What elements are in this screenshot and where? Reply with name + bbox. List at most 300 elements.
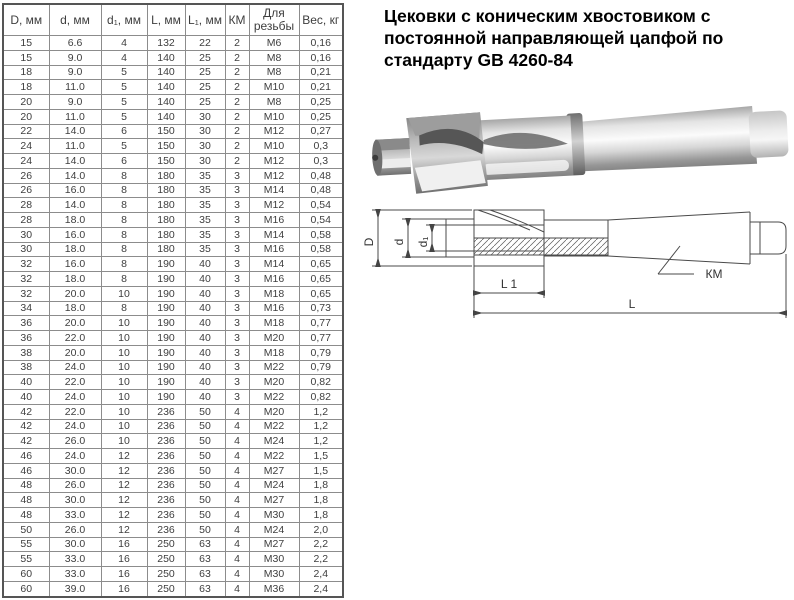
header-row — [3, 4, 343, 36]
table-cell: М10 — [249, 109, 299, 124]
spec-table — [2, 3, 344, 598]
table-cell: 10 — [101, 390, 147, 405]
table-row — [3, 242, 343, 257]
table-cell: 4 — [225, 419, 249, 434]
column-header: d₁, мм — [101, 4, 147, 36]
table-cell: 1,2 — [299, 434, 343, 449]
table-row — [3, 522, 343, 537]
table-cell: 38 — [3, 345, 49, 360]
table-cell: 3 — [225, 390, 249, 405]
table-cell: 0,16 — [299, 50, 343, 65]
table-cell: 2,4 — [299, 567, 343, 582]
table-cell: 30 — [185, 109, 225, 124]
table-cell: М14 — [249, 227, 299, 242]
table-cell: 9.0 — [49, 95, 101, 110]
table-cell: 3 — [225, 272, 249, 287]
table-cell: 190 — [147, 301, 185, 316]
table-cell: М24 — [249, 522, 299, 537]
table-row — [3, 390, 343, 405]
table-cell: 1,2 — [299, 419, 343, 434]
table-cell: 18 — [3, 65, 49, 80]
table-row — [3, 154, 343, 169]
table-cell: 8 — [101, 257, 147, 272]
table-cell: 0,54 — [299, 198, 343, 213]
table-cell: 16 — [101, 567, 147, 582]
table-cell: 26.0 — [49, 434, 101, 449]
table-cell: М27 — [249, 463, 299, 478]
table-cell: 14.0 — [49, 198, 101, 213]
table-cell: М30 — [249, 552, 299, 567]
table-cell: 180 — [147, 183, 185, 198]
table-cell: 30 — [185, 139, 225, 154]
table-cell: 46 — [3, 463, 49, 478]
table-cell: 4 — [225, 508, 249, 523]
table-cell: М10 — [249, 139, 299, 154]
column-header: d, мм — [49, 4, 101, 36]
table-cell: М8 — [249, 95, 299, 110]
table-cell: 10 — [101, 360, 147, 375]
table-cell: 32 — [3, 286, 49, 301]
table-cell: 22 — [3, 124, 49, 139]
table-cell: М10 — [249, 80, 299, 95]
table-cell: 190 — [147, 272, 185, 287]
table-cell: 15 — [3, 50, 49, 65]
table-cell: 236 — [147, 404, 185, 419]
table-cell: 190 — [147, 257, 185, 272]
table-cell: М20 — [249, 404, 299, 419]
table-cell: 50 — [185, 404, 225, 419]
table-cell: 40 — [185, 272, 225, 287]
table-cell: 48 — [3, 508, 49, 523]
table-cell: М8 — [249, 50, 299, 65]
table-cell: 5 — [101, 139, 147, 154]
table-cell: 12 — [101, 449, 147, 464]
table-cell: 3 — [225, 360, 249, 375]
table-cell: 38 — [3, 360, 49, 375]
table-cell: 5 — [101, 80, 147, 95]
table-cell: 4 — [225, 478, 249, 493]
table-cell: 40 — [185, 257, 225, 272]
dim-label-L: L — [628, 297, 636, 311]
table-cell: 6.6 — [49, 36, 101, 51]
table-cell: М22 — [249, 419, 299, 434]
table-cell: 24.0 — [49, 419, 101, 434]
table-cell: 30 — [3, 242, 49, 257]
table-cell: 190 — [147, 345, 185, 360]
table-cell: 0,77 — [299, 331, 343, 346]
table-row — [3, 419, 343, 434]
column-header: Вес, кг — [299, 4, 343, 36]
table-cell: 50 — [185, 434, 225, 449]
table-row — [3, 227, 343, 242]
table-cell: М14 — [249, 257, 299, 272]
table-cell: 236 — [147, 463, 185, 478]
table-cell: 10 — [101, 434, 147, 449]
table-cell: 24.0 — [49, 449, 101, 464]
table-cell: 18 — [3, 80, 49, 95]
table-cell: 4 — [225, 463, 249, 478]
table-cell: 250 — [147, 537, 185, 552]
table-cell: 22 — [185, 36, 225, 51]
table-cell: 236 — [147, 434, 185, 449]
table-cell: М18 — [249, 345, 299, 360]
table-cell: 140 — [147, 95, 185, 110]
table-cell: 40 — [185, 390, 225, 405]
table-cell: 50 — [185, 508, 225, 523]
table-row — [3, 331, 343, 346]
table-cell: 50 — [3, 522, 49, 537]
table-cell: 10 — [101, 331, 147, 346]
table-cell: М22 — [249, 360, 299, 375]
table-row — [3, 537, 343, 552]
table-row — [3, 213, 343, 228]
table-cell: 180 — [147, 242, 185, 257]
table-cell: 35 — [185, 198, 225, 213]
table-cell: 30.0 — [49, 537, 101, 552]
table-cell: 22.0 — [49, 331, 101, 346]
table-cell: 24.0 — [49, 360, 101, 375]
table-cell: 12 — [101, 522, 147, 537]
table-cell: 140 — [147, 109, 185, 124]
table-cell: 30.0 — [49, 493, 101, 508]
table-cell: 2 — [225, 95, 249, 110]
table-cell: М30 — [249, 508, 299, 523]
table-cell: 3 — [225, 316, 249, 331]
table-cell: 9.0 — [49, 50, 101, 65]
table-cell: 6 — [101, 154, 147, 169]
table-cell: 180 — [147, 213, 185, 228]
table-row — [3, 508, 343, 523]
table-cell: 4 — [225, 434, 249, 449]
table-cell: 26.0 — [49, 522, 101, 537]
table-cell: 3 — [225, 331, 249, 346]
table-cell: 20.0 — [49, 316, 101, 331]
table-cell: 150 — [147, 139, 185, 154]
column-header: L₁, мм — [185, 4, 225, 36]
table-cell: 30 — [185, 124, 225, 139]
table-cell: 60 — [3, 581, 49, 597]
table-cell: 20.0 — [49, 345, 101, 360]
table-cell: 190 — [147, 286, 185, 301]
table-cell: 18.0 — [49, 242, 101, 257]
table-cell: М22 — [249, 449, 299, 464]
table-row — [3, 301, 343, 316]
table-cell: 35 — [185, 183, 225, 198]
table-row — [3, 567, 343, 582]
table-cell: 22.0 — [49, 375, 101, 390]
table-cell: 180 — [147, 198, 185, 213]
table-cell: 42 — [3, 419, 49, 434]
table-cell: М24 — [249, 434, 299, 449]
table-cell: 16.0 — [49, 257, 101, 272]
table-cell: 26 — [3, 183, 49, 198]
technical-drawing — [362, 198, 794, 338]
table-cell: 8 — [101, 198, 147, 213]
table-cell: 40 — [185, 375, 225, 390]
table-cell: 2,4 — [299, 581, 343, 597]
table-row — [3, 95, 343, 110]
table-cell: 25 — [185, 50, 225, 65]
table-cell: 4 — [225, 449, 249, 464]
table-cell: 190 — [147, 316, 185, 331]
table-cell: 30 — [185, 154, 225, 169]
table-cell: 14.0 — [49, 124, 101, 139]
table-row — [3, 404, 343, 419]
table-cell: 36 — [3, 331, 49, 346]
column-header: D, мм — [3, 4, 49, 36]
table-cell: 26 — [3, 168, 49, 183]
table-cell: 34 — [3, 301, 49, 316]
table-cell: 190 — [147, 360, 185, 375]
table-cell: 8 — [101, 301, 147, 316]
table-cell: 48 — [3, 493, 49, 508]
table-cell: 24.0 — [49, 390, 101, 405]
table-cell: 24 — [3, 139, 49, 154]
table-cell: М16 — [249, 272, 299, 287]
table-cell: М20 — [249, 331, 299, 346]
table-cell: 3 — [225, 257, 249, 272]
table-cell: 48 — [3, 478, 49, 493]
table-cell: 10 — [101, 404, 147, 419]
table-cell: М16 — [249, 213, 299, 228]
table-cell: 50 — [185, 522, 225, 537]
table-cell: 3 — [225, 345, 249, 360]
table-cell: 46 — [3, 449, 49, 464]
table-cell: 2 — [225, 139, 249, 154]
table-row — [3, 345, 343, 360]
table-cell: 10 — [101, 375, 147, 390]
table-cell: М12 — [249, 124, 299, 139]
table-cell: 25 — [185, 80, 225, 95]
table-cell: 63 — [185, 581, 225, 597]
table-cell: 250 — [147, 552, 185, 567]
table-cell: 35 — [185, 242, 225, 257]
table-row — [3, 124, 343, 139]
table-row — [3, 65, 343, 80]
table-cell: 14.0 — [49, 154, 101, 169]
table-cell: 0,79 — [299, 360, 343, 375]
table-cell: 140 — [147, 50, 185, 65]
column-header: L, мм — [147, 4, 185, 36]
table-cell: М6 — [249, 36, 299, 51]
table-cell: М18 — [249, 286, 299, 301]
table-cell: 3 — [225, 168, 249, 183]
table-cell: 8 — [101, 272, 147, 287]
table-row — [3, 434, 343, 449]
table-cell: 190 — [147, 390, 185, 405]
spec-table-container — [2, 3, 344, 598]
table-cell: 36 — [3, 316, 49, 331]
table-cell: 2,0 — [299, 522, 343, 537]
table-row — [3, 360, 343, 375]
table-cell: 50 — [185, 419, 225, 434]
table-cell: 10 — [101, 316, 147, 331]
table-cell: 0,48 — [299, 183, 343, 198]
table-cell: 11.0 — [49, 109, 101, 124]
table-cell: 180 — [147, 168, 185, 183]
table-row — [3, 286, 343, 301]
table-cell: 50 — [185, 449, 225, 464]
table-cell: 35 — [185, 227, 225, 242]
table-row — [3, 36, 343, 51]
table-cell: 1,5 — [299, 449, 343, 464]
table-cell: 12 — [101, 508, 147, 523]
table-cell: 18.0 — [49, 301, 101, 316]
table-cell: 250 — [147, 567, 185, 582]
table-row — [3, 375, 343, 390]
table-cell: 12 — [101, 478, 147, 493]
table-cell: 20 — [3, 109, 49, 124]
table-cell: М14 — [249, 183, 299, 198]
table-cell: 132 — [147, 36, 185, 51]
table-cell: 0,48 — [299, 168, 343, 183]
table-cell: 39.0 — [49, 581, 101, 597]
table-cell: 4 — [225, 552, 249, 567]
table-cell: М8 — [249, 65, 299, 80]
table-cell: М18 — [249, 316, 299, 331]
table-cell: М12 — [249, 168, 299, 183]
table-cell: 33.0 — [49, 508, 101, 523]
table-row — [3, 80, 343, 95]
table-header — [3, 4, 343, 36]
tool-photo-image — [362, 86, 794, 202]
table-cell: 236 — [147, 493, 185, 508]
table-cell: М16 — [249, 242, 299, 257]
table-cell: 40 — [185, 301, 225, 316]
table-cell: 28 — [3, 198, 49, 213]
table-cell: 16 — [101, 581, 147, 597]
table-cell: 12 — [101, 493, 147, 508]
dim-label-L1: L 1 — [500, 277, 518, 291]
table-cell: 0,82 — [299, 390, 343, 405]
table-cell: 11.0 — [49, 139, 101, 154]
table-cell: 3 — [225, 242, 249, 257]
table-cell: 2 — [225, 65, 249, 80]
table-cell: 28 — [3, 213, 49, 228]
table-cell: 22.0 — [49, 404, 101, 419]
dim-label-d1: d₁ — [416, 236, 430, 248]
page-title: Цековки с коническим хвостовиком с постоянной направляющей цапфой по стандарту GB 4260-84 — [384, 6, 724, 70]
table-cell: 11.0 — [49, 80, 101, 95]
table-cell: 24 — [3, 154, 49, 169]
table-cell: 40 — [185, 345, 225, 360]
table-cell: 236 — [147, 419, 185, 434]
table-cell: 250 — [147, 581, 185, 597]
table-cell: 16.0 — [49, 183, 101, 198]
table-cell: 40 — [3, 375, 49, 390]
table-cell: 30.0 — [49, 463, 101, 478]
table-cell: 4 — [225, 537, 249, 552]
table-cell: 2,2 — [299, 552, 343, 567]
table-cell: 8 — [101, 183, 147, 198]
table-cell: 4 — [101, 36, 147, 51]
table-cell: 1,2 — [299, 404, 343, 419]
table-cell: 0,65 — [299, 286, 343, 301]
table-cell: 50 — [185, 493, 225, 508]
table-cell: 20 — [3, 95, 49, 110]
table-cell: 0,82 — [299, 375, 343, 390]
table-row — [3, 552, 343, 567]
table-cell: 6 — [101, 124, 147, 139]
table-cell: 50 — [185, 463, 225, 478]
table-cell: 63 — [185, 567, 225, 582]
table-row — [3, 168, 343, 183]
table-cell: 0,27 — [299, 124, 343, 139]
table-cell: 2 — [225, 154, 249, 169]
table-cell: 42 — [3, 404, 49, 419]
table-cell: 4 — [101, 50, 147, 65]
table-cell: 140 — [147, 65, 185, 80]
table-cell: 40 — [185, 360, 225, 375]
table-cell: 30 — [3, 227, 49, 242]
table-body — [3, 36, 343, 598]
table-cell: 10 — [101, 286, 147, 301]
table-cell: 42 — [3, 434, 49, 449]
table-cell: 40 — [185, 286, 225, 301]
table-cell: М36 — [249, 581, 299, 597]
table-cell: 1,8 — [299, 493, 343, 508]
table-cell: 236 — [147, 508, 185, 523]
table-cell: 0,77 — [299, 316, 343, 331]
table-cell: 2 — [225, 80, 249, 95]
table-cell: 140 — [147, 80, 185, 95]
table-cell: 4 — [225, 522, 249, 537]
column-header: Для резьбы — [249, 4, 299, 36]
table-cell: 2 — [225, 124, 249, 139]
table-cell: 25 — [185, 65, 225, 80]
table-cell: 5 — [101, 65, 147, 80]
table-cell: 3 — [225, 301, 249, 316]
table-cell: 8 — [101, 227, 147, 242]
table-cell: 0,65 — [299, 272, 343, 287]
table-cell: М12 — [249, 198, 299, 213]
table-row — [3, 272, 343, 287]
table-cell: 40 — [3, 390, 49, 405]
table-cell: 10 — [101, 345, 147, 360]
table-cell: 0,3 — [299, 154, 343, 169]
table-cell: 4 — [225, 493, 249, 508]
table-row — [3, 478, 343, 493]
table-row — [3, 109, 343, 124]
table-cell: 0,21 — [299, 65, 343, 80]
table-cell: М16 — [249, 301, 299, 316]
table-cell: 150 — [147, 124, 185, 139]
table-cell: 4 — [225, 567, 249, 582]
table-cell: 5 — [101, 109, 147, 124]
dim-label-d: d — [392, 238, 406, 246]
table-row — [3, 449, 343, 464]
table-cell: М27 — [249, 537, 299, 552]
table-cell: 14.0 — [49, 168, 101, 183]
table-cell: 9.0 — [49, 65, 101, 80]
table-cell: 1,5 — [299, 463, 343, 478]
table-cell: 1,8 — [299, 478, 343, 493]
table-cell: 3 — [225, 183, 249, 198]
table-cell: 26.0 — [49, 478, 101, 493]
table-cell: 1,8 — [299, 508, 343, 523]
table-cell: 190 — [147, 375, 185, 390]
table-cell: М20 — [249, 375, 299, 390]
table-cell: 2 — [225, 109, 249, 124]
table-cell: 236 — [147, 449, 185, 464]
table-row — [3, 183, 343, 198]
table-cell: 63 — [185, 552, 225, 567]
table-cell: 16 — [101, 552, 147, 567]
tool-photo — [362, 86, 794, 202]
table-cell: 3 — [225, 286, 249, 301]
table-cell: М27 — [249, 493, 299, 508]
table-row — [3, 139, 343, 154]
